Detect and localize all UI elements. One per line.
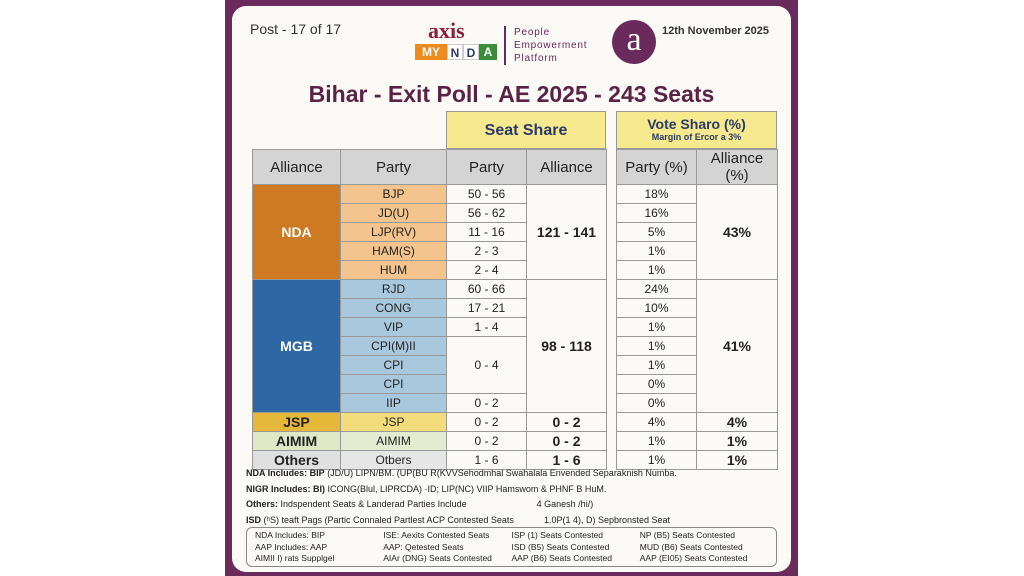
legend-item: AAP (EI05) Seats Contested <box>639 553 748 563</box>
mynda-logo <box>415 44 497 60</box>
party-rjd: RJD <box>341 280 447 299</box>
alliance-vote-mgb: 41% <box>697 280 778 413</box>
publish-date: 12th November 2025 <box>662 25 769 37</box>
seats-ham: 2 - 3 <box>447 242 527 261</box>
alliance-seats-others: 1 - 6 <box>527 451 607 470</box>
seats-jdu: 56 - 62 <box>447 204 527 223</box>
seats-iip: 0 - 2 <box>447 394 527 413</box>
alliance-vote-others: 1% <box>697 451 778 470</box>
vote-hum: 1% <box>617 261 697 280</box>
seats-left-parties: 0 - 4 <box>447 337 527 394</box>
alliance-vote-nda: 43% <box>697 185 778 280</box>
legend-column <box>383 530 511 564</box>
party-bjp: BJP <box>341 185 447 204</box>
party-cpi: CPI <box>341 356 447 375</box>
a-logo-icon: a <box>612 20 656 64</box>
footnote-line: Others: Indspendent Seats & Landerad Parties Include 4 Ganesh /hi/) <box>246 499 594 510</box>
alliance-nda: NDA <box>253 185 341 280</box>
legend-box <box>246 527 777 567</box>
vote-vip: 1% <box>617 318 697 337</box>
vote-bjp: 18% <box>617 185 697 204</box>
footnote-line: ISD (ʰS) teaft Pags (Partic Connaled Partlest ACP Contested Seats 1.0P(1 4), D) Sepbronsted Seat <box>246 514 671 525</box>
legend-item: ISP (1) Seats Contested <box>511 530 604 540</box>
legend-item: NDA Includes: BIP <box>255 530 325 540</box>
party-cong: CONG <box>341 299 447 318</box>
party-cpiml: CPI(M)II <box>341 337 447 356</box>
vote-rjd: 24% <box>617 280 697 299</box>
alliance-seats-jsp: 0 - 2 <box>527 413 607 432</box>
vote-jsp: 4% <box>617 413 697 432</box>
col-header-seat-party: Party <box>447 150 527 185</box>
seat-share-header: Seat Share <box>446 111 606 149</box>
vote-share-title: Vote Sharo (%) <box>647 116 746 132</box>
party-others: Otbers <box>341 451 447 470</box>
alliance-vote-jsp: 4% <box>697 413 778 432</box>
post-counter: Post - 17 of 17 <box>250 21 342 37</box>
alliance-aimim: AIMIM <box>253 432 341 451</box>
party-hum: HUM <box>341 261 447 280</box>
vote-ljp: 5% <box>617 223 697 242</box>
alliance-vote-aimim: 1% <box>697 432 778 451</box>
tagline <box>504 26 587 65</box>
vote-cong: 10% <box>617 299 697 318</box>
party-aimim: AIMIM <box>341 432 447 451</box>
mynda-logo-d: D <box>463 44 479 60</box>
vote-ham: 1% <box>617 242 697 261</box>
mynda-logo-n: N <box>447 44 463 60</box>
party-jsp: JSP <box>341 413 447 432</box>
legend-item: AAP Includes: AAP <box>255 541 328 552</box>
legend-item: AIAr (DNG) Seats Contested <box>383 553 492 563</box>
poll-card <box>232 6 791 572</box>
seats-cong: 17 - 21 <box>447 299 527 318</box>
legend-item: NP (B5) Seats Contested <box>639 530 736 540</box>
vote-cpi: 1% <box>617 356 697 375</box>
alliance-seats-aimim: 0 - 2 <box>527 432 607 451</box>
vote-share-header <box>616 111 777 149</box>
exit-poll-table <box>252 149 778 470</box>
party-vip: VIP <box>341 318 447 337</box>
vote-cpiml: 1% <box>617 337 697 356</box>
alliance-seats-mgb: 98 - 118 <box>527 280 607 413</box>
seats-bjp: 50 - 56 <box>447 185 527 204</box>
seats-aimim: 0 - 2 <box>447 432 527 451</box>
seats-others: 1 - 6 <box>447 451 527 470</box>
mynda-logo-a: A <box>479 44 497 60</box>
party-ham: HAM(S) <box>341 242 447 261</box>
axis-logo: axis <box>428 18 465 43</box>
page-title: Bihar - Exit Poll - AE 2025 - 243 Seats <box>308 81 715 107</box>
party-iip: IIP <box>341 394 447 413</box>
vote-share-margin: Margin of Ercor a 3% <box>651 132 742 142</box>
legend-item: ISD (B5) Seats Contested <box>511 541 610 552</box>
seats-ljp: 11 - 16 <box>447 223 527 242</box>
legend-item: AIMII I) rats Supplgel <box>255 553 335 563</box>
legend-item: AAP: Qetested Seats <box>383 541 464 552</box>
footnote-line: NIGR Includes: BI) ICONG(Blul, LIPRCDA) ·ID; LIP(NC) VIIP Hamswom & PHNF B HuM. <box>246 483 607 494</box>
legend-column <box>255 530 383 564</box>
col-header-seat-alliance: Alliance <box>527 150 607 185</box>
legend-item: AAP (B6) Seats Contested <box>511 553 612 563</box>
vote-iip: 0% <box>617 394 697 413</box>
seats-hum: 2 - 4 <box>447 261 527 280</box>
vote-cpi-2: 0% <box>617 375 697 394</box>
party-jdu: JD(U) <box>341 204 447 223</box>
legend-item: ISE: Aexits Contested Seats <box>383 530 490 540</box>
party-cpi-2: CPI <box>341 375 447 394</box>
legend-item: MUD (B6) Seats Contested <box>639 541 743 552</box>
alliance-jsp: JSP <box>253 413 341 432</box>
footnotes <box>246 466 677 528</box>
col-header-vote-alliance: Alliance (%) <box>697 150 778 185</box>
alliance-mgb: MGB <box>253 280 341 413</box>
legend-column <box>640 530 768 564</box>
vote-jdu: 16% <box>617 204 697 223</box>
tagline-line: Empowerment <box>514 40 588 51</box>
seats-jsp: 0 - 2 <box>447 413 527 432</box>
legend-column <box>512 530 640 564</box>
col-header-alliance: Alliance <box>253 150 341 185</box>
col-header-vote-party: Party (%) <box>617 150 697 185</box>
tagline-line: People <box>514 27 550 38</box>
vote-aimim: 1% <box>617 432 697 451</box>
mynda-logo-my: MY <box>415 44 447 60</box>
alliance-seats-nda: 121 - 141 <box>527 185 607 280</box>
footnote-line: NDA Includes: BIP (JD/U) LIPN/BM. (UP(BU R(KVVSehodmhal Swahalala Envended Separaknish Numba. <box>246 468 677 478</box>
tagline-line: Platform <box>514 53 558 64</box>
seats-rjd: 60 - 66 <box>447 280 527 299</box>
seats-vip: 1 - 4 <box>447 318 527 337</box>
alliance-others: Others <box>253 451 341 470</box>
vote-others: 1% <box>617 451 697 470</box>
col-header-party: Party <box>341 150 447 185</box>
party-ljp: LJP(RV) <box>341 223 447 242</box>
